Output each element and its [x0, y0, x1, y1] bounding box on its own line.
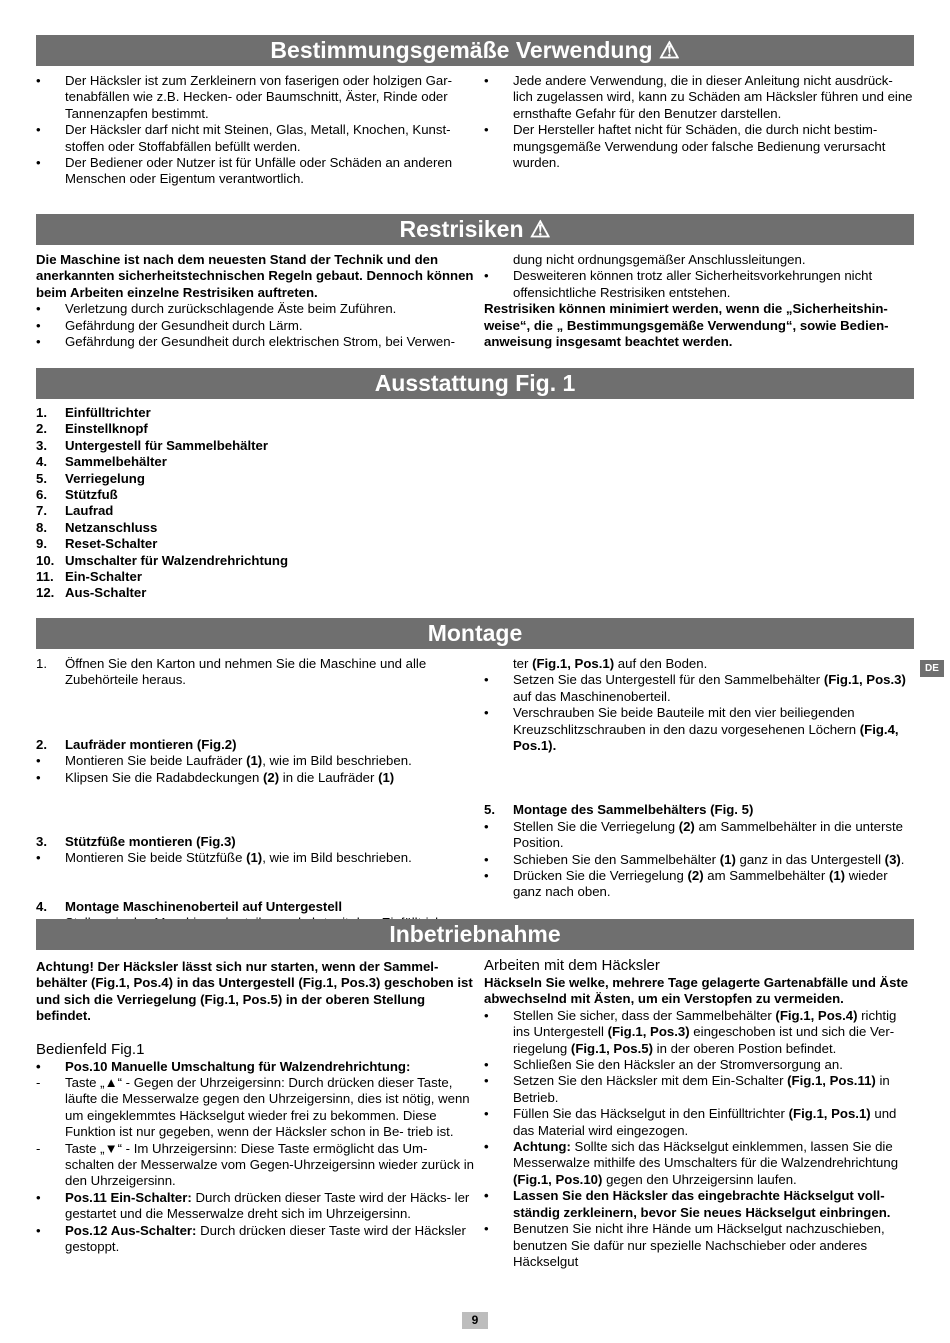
list-item: - Taste „▲“ - Gegen der Uhrzeigersinn: Durch drücken dieser Taste, läufte die Messerwalze gegen den Uhrzeigersinn, dies ist nötig, wenn um eingeklemmtes Häckselgut wieder frei zu bekommen. Diese Funktion ist nur gegeben, wenn der Häcksler schon in Be- trieb ist. [36, 1075, 470, 1140]
list-item: • Füllen Sie das Häckselgut in den Einfülltrichter (Fig.1, Pos.1) und das Material wird eingezogen. [484, 1106, 897, 1138]
section-title-assembly: Montage [36, 618, 914, 649]
step-heading: 4. Montage Maschinenoberteil auf Untergestell [36, 898, 342, 914]
list-item: 5. Verriegelung [36, 470, 145, 486]
list-item: • Der Häcksler ist zum Zerkleinern von faserigen oder holzigen Gar- tenabfällen wie z.B. Hecken- oder Baumschnitt, Äster, Rinde oder Tannenzapfen bestimmt. [36, 73, 452, 121]
start-warning: Achtung! Der Häcksler lässt sich nur starten, wenn der Sammel- behälter (Fig.1, Pos.4) in das Untergestell (Fig.1, Pos.3) geschoben ist und sich die Verriegelung (Fig.1, Pos.5) in der oberen Stellung befindet. [36, 959, 473, 1024]
list-item: 1. Öffnen Sie den Karton und nehmen Sie die Maschine und alle Zubehörteile heraus. [36, 656, 427, 688]
list-item: • Verletzung durch zurückschlagende Äste beim Zuführen. [36, 301, 397, 317]
list-item: • Setzen Sie das Untergestell für den Sammelbehälter (Fig.1, Pos.3) auf das Maschinenoberteil. [484, 672, 906, 704]
assembly-left-column [36, 656, 476, 932]
list-item: 1. Einfülltrichter [36, 405, 151, 420]
list-item: 7. Laufrad [36, 503, 114, 519]
risk-outro: Restrisiken können minimiert werden, wenn die „Sicherheitshin- weise“, die „ Bestimmungsgemäße Verwendung“, sowie Bedien- anweisung insgesamt beachtet werden. [484, 301, 889, 350]
assembly-right-column [484, 656, 916, 901]
list-item: • Montieren Sie beide Laufräder (1), wie im Bild beschrieben. [36, 753, 412, 769]
list-item: • Schieben Sie den Sammelbehälter (1) ganz in das Untergestell (3). [484, 851, 905, 867]
list-item: • Benutzen Sie nicht ihre Hände um Häckselgut nachzuschieben, benutzen Sie dafür nur spezielle Nachschieber oder anderes Häckselgut [484, 1221, 885, 1269]
work-intro: Häckseln Sie welke, mehrere Tage gelagerte Gartenabfälle und Äste abwechselnd mit Ästen, um ein Verstopfen zu vermeiden. [484, 975, 909, 1007]
residual-risks-left-column [36, 252, 476, 350]
step-heading: 5. Montage des Sammelbehälters (Fig. 5) [484, 802, 754, 818]
list-item: 2. Einstellknopf [36, 421, 148, 437]
page-number: 9 [462, 1312, 488, 1329]
language-tab: DE [920, 660, 944, 677]
step-heading: 3. Stützfüße montieren (Fig.3) [36, 834, 236, 850]
list-item: • Der Häcksler darf nicht mit Steinen, Glas, Metall, Knochen, Kunst- stoffen oder Stoffabfällen befüllt werden. [36, 122, 451, 154]
list-item: • Verschrauben Sie beide Bauteile mit den vier beiliegenden Kreuzschlitzschrauben in den dazu vorgesehenen Löchern (Fig.4, Pos.1). [484, 705, 899, 754]
list-item: • Gefährdung der Gesundheit durch Lärm. [36, 317, 303, 333]
work-title: Arbeiten mit dem Häcksler [484, 957, 660, 974]
list-item: • Pos.11 Ein-Schalter: Durch drücken dieser Taste wird der Häcks- ler gestartet und die Messerwalze dreht sich im Uhrzeigersinn. [36, 1189, 470, 1222]
panel-title: Bedienfeld Fig.1 [36, 1040, 145, 1058]
equipment-list [36, 405, 288, 602]
list-item: 9. Reset-Schalter [36, 536, 158, 552]
section-title-commissioning: Inbetriebnahme [36, 919, 914, 950]
list-item-continuation: ter (Fig.1, Pos.1) auf den Boden. [513, 656, 708, 671]
list-item: 10. Umschalter für Walzendrehrichtung [36, 552, 288, 568]
list-item: • Stellen Sie sicher, dass der Sammelbehälter (Fig.1, Pos.4) richtig ins Untergestell (Fig.1, Pos.3) eingeschoben ist und sich die Ver- riegelung (Fig.1, Pos.5) in der oberen Postion befindet. [484, 1007, 897, 1056]
list-item: • Klipsen Sie die Radabdeckungen (2) in die Laufräder (1) [36, 769, 395, 785]
list-item: 12. Aus-Schalter [36, 585, 147, 601]
list-item: • Drücken Sie die Verriegelung (2) am Sammelbehälter (1) wieder ganz nach oben. [484, 868, 888, 900]
risk-intro: Die Maschine ist nach dem neuesten Stand der Technik und den anerkannten sicherheitstechnischen Regeln gebaut. Dennoch können beim Arbeiten einzelne Restrisiken auftreten. [36, 252, 474, 300]
list-item: 4. Sammelbehälter [36, 454, 167, 470]
section-title-equipment: Ausstattung Fig. 1 [36, 368, 914, 399]
list-item: • Montieren Sie beide Stützfüße (1), wie im Bild beschrieben. [36, 850, 412, 866]
list-item: • Schließen Sie den Häcksler an der Stromversorgung an. [484, 1057, 843, 1073]
list-item: 8. Netzanschluss [36, 519, 158, 535]
step-heading: 2. Laufräder montieren (Fig.2) [36, 736, 237, 752]
list-item: • Pos.12 Aus-Schalter: Durch drücken dieser Taste wird der Häcksler gestoppt. [36, 1222, 466, 1255]
list-item: • Setzen Sie den Häcksler mit dem Ein-Schalter (Fig.1, Pos.11) in Betrieb. [484, 1073, 890, 1105]
commissioning-right-column [484, 957, 916, 1270]
list-item: • Gefährdung der Gesundheit durch elektrischen Strom, bei Verwen- [36, 334, 455, 350]
residual-risks-right-column [484, 252, 916, 350]
list-item: • Lassen Sie den Häcksler das eingebrachte Häckselgut voll- ständig zerkleinern, bevor Sie neues Häckselgut einbringen. [484, 1188, 891, 1220]
list-item: 3. Untergestell für Sammelbehälter [36, 437, 269, 453]
list-item: 11. Ein-Schalter [36, 568, 142, 584]
list-item: • Stellen Sie die Verriegelung (2) am Sammelbehälter in die unterste Position. [484, 818, 903, 851]
commissioning-left-column [36, 959, 476, 1256]
intended-use-left-column [36, 73, 476, 188]
section-title-residual-risks: Restrisiken ⚠ [36, 214, 914, 245]
list-item: • Jede andere Verwendung, die in dieser Anleitung nicht ausdrück- lich zugelassen wird, kann zu Schäden am Häcksler führen und eine ernsthafte Gefahr für den Benutzer darstellen. [484, 73, 913, 121]
list-item: • Achtung: Sollte sich das Häckselgut einklemmen, lassen Sie die Messerwalze mithilfe des Umschalters für die Walzendrehrichtung (Fig.1, Pos.10) gegen den Uhrzeigersinn laufen. [484, 1139, 899, 1187]
list-item: • Der Hersteller haftet nicht für Schäden, die durch nicht bestim- mungsgemäße Verwendung oder falsche Bedienung verursacht wurden. [484, 122, 886, 171]
list-item: • Desweiteren können trotz aller Sicherheitsvorkehrungen nicht offensichtliche Restrisiken entstehen. [484, 268, 873, 300]
list-item: • Der Bediener oder Nutzer ist für Unfälle oder Schäden an anderen Menschen oder Eigentum verantwortlich. [36, 155, 453, 187]
section-title-intended-use: Bestimmungsgemäße Verwendung ⚠ [36, 35, 914, 66]
list-item: 6. Stützfuß [36, 486, 118, 502]
intended-use-right-column [484, 73, 916, 171]
list-item-continuation: dung nicht ordnungsgemäßer Anschlussleitungen. [513, 252, 806, 267]
list-item: - Taste „▼“ - Im Uhrzeigersinn: Diese Taste ermöglicht das Um- schalten der Messerwalze vom Gegen-Uhrzeigersinn wieder zurück in den Uhrzeigersinn. [36, 1140, 474, 1189]
list-item: • Pos.10 Manuelle Umschaltung für Walzendrehrichtung: [36, 1058, 411, 1074]
